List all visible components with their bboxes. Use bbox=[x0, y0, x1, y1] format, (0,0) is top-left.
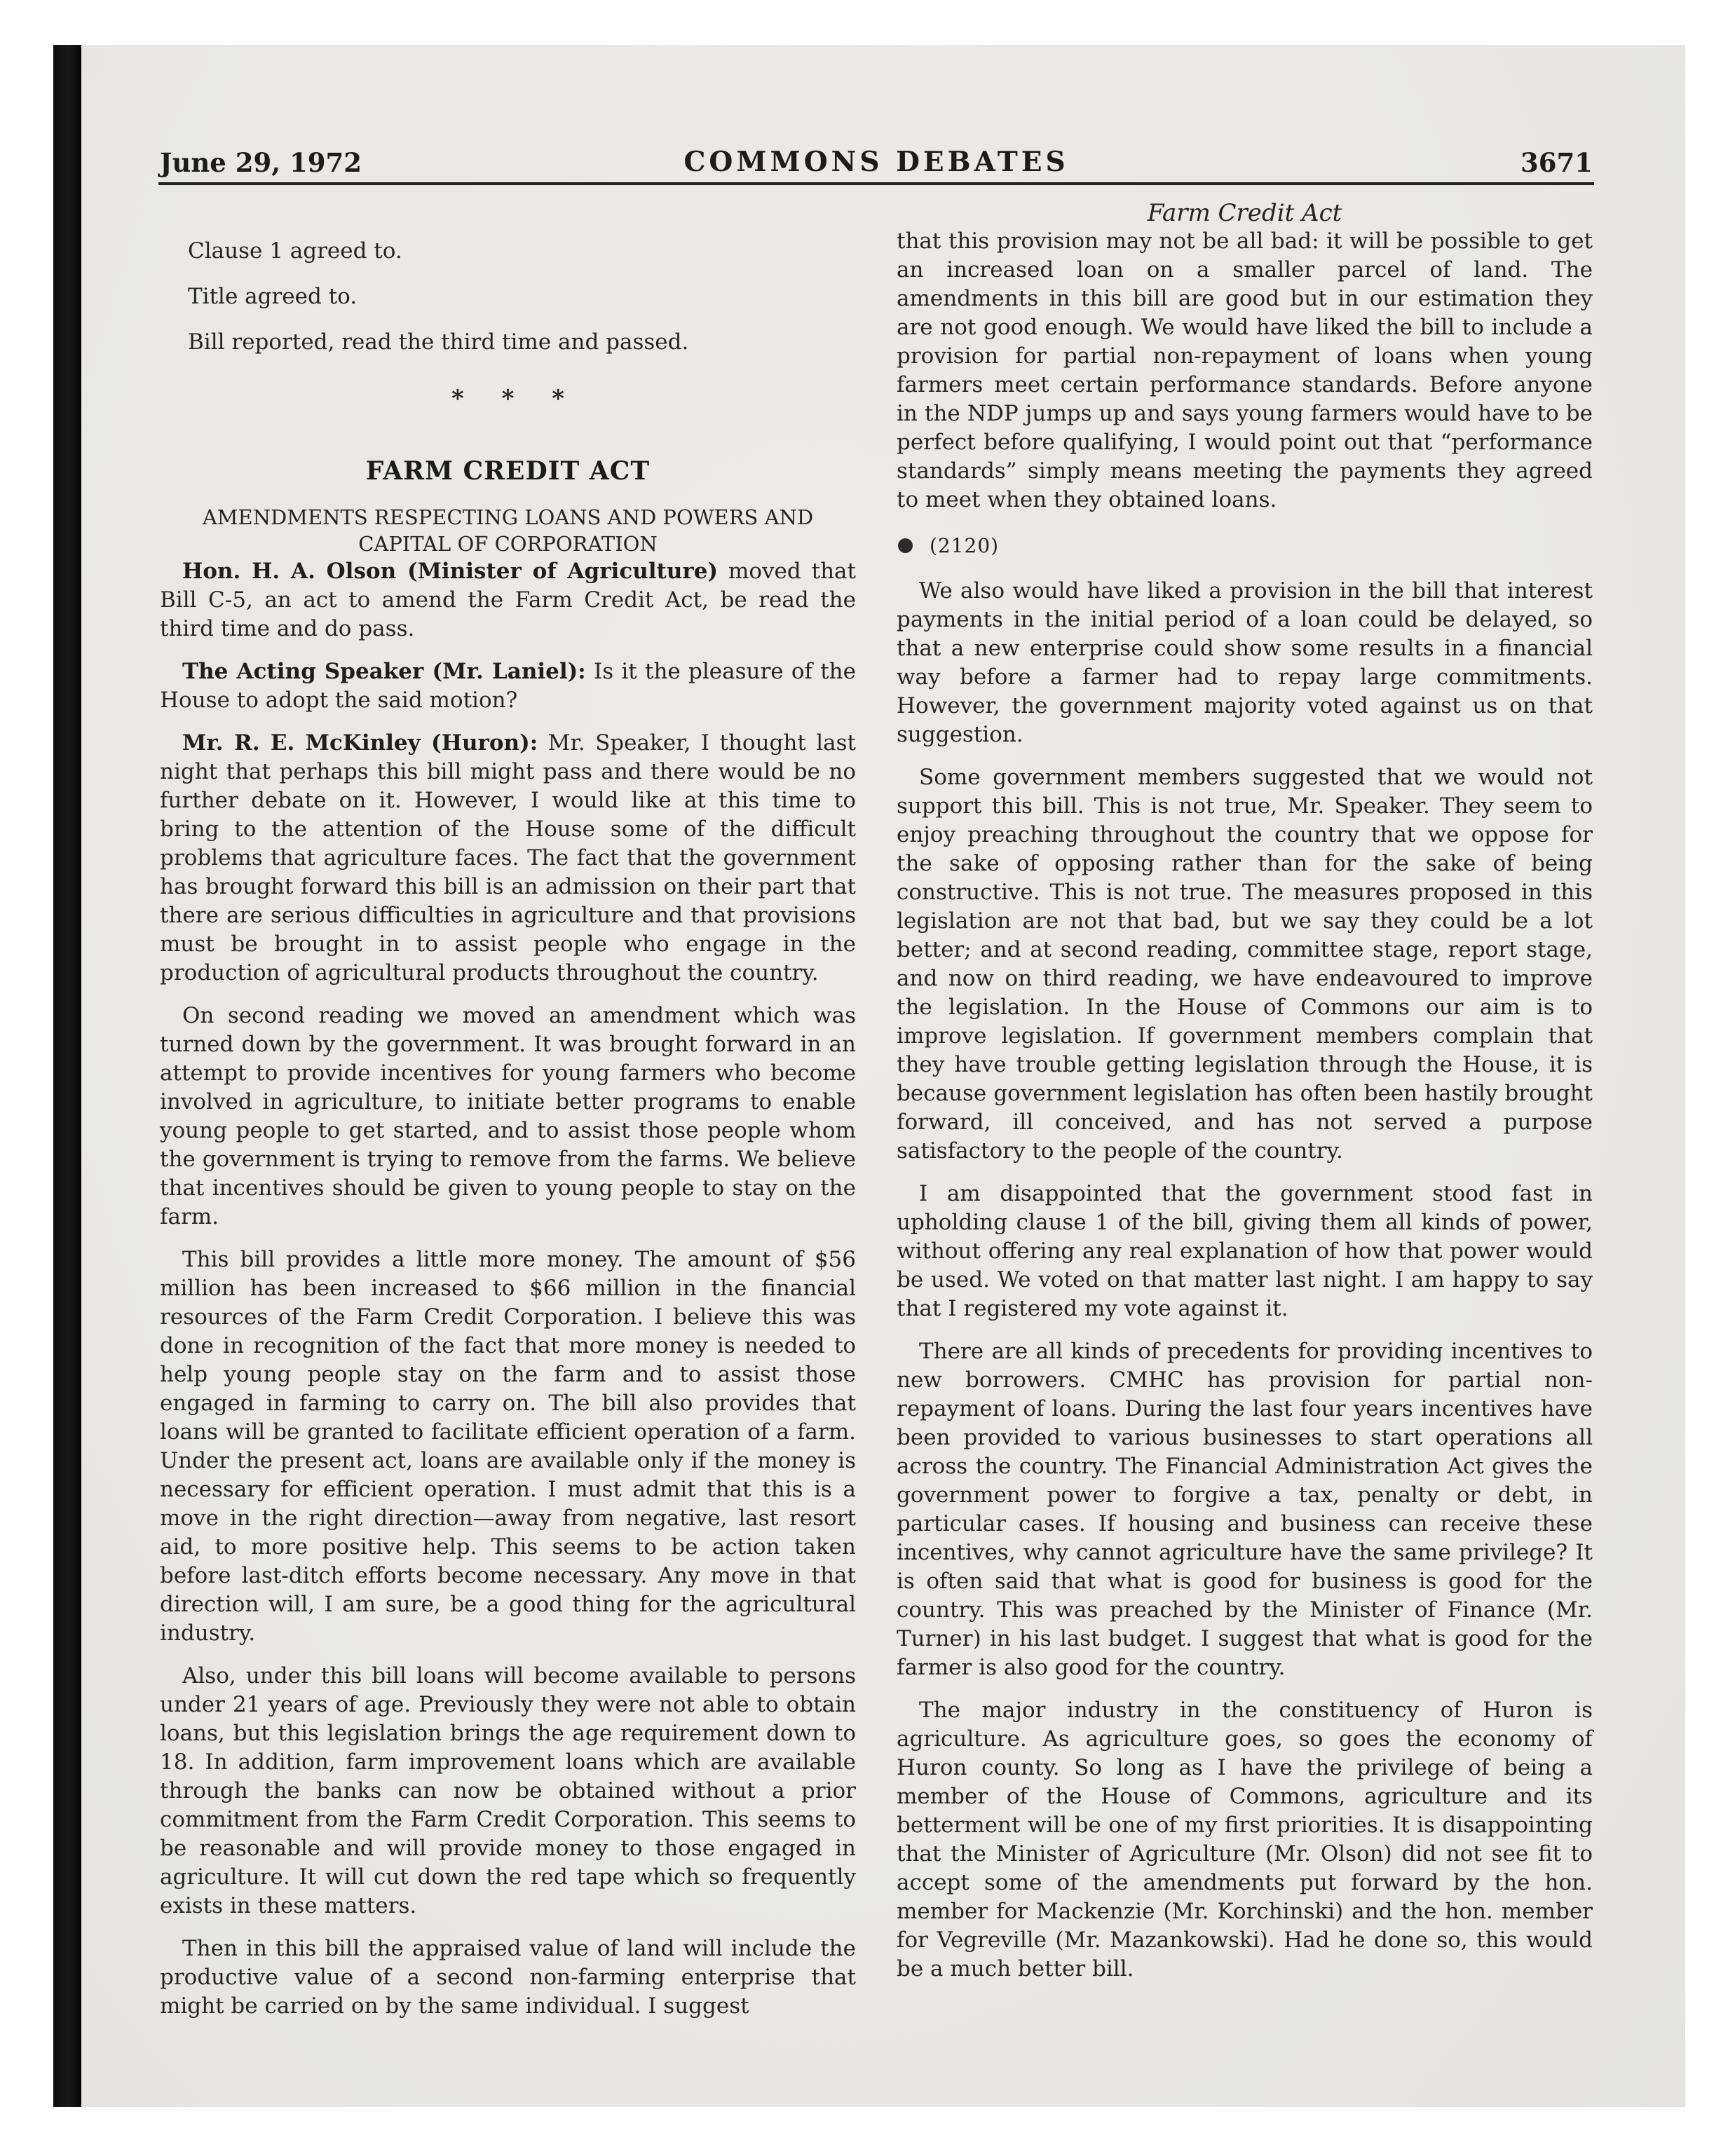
proceeding-line: Title agreed to. bbox=[188, 284, 358, 309]
speech-paragraph bbox=[897, 763, 1593, 1166]
speech-text: The major industry in the constituency of Huron is agriculture. As agriculture goes, so goes the economy of Huron county. So long as I have the privilege of being a member of the House of Commons, agriculture and its betterment will be one of my first priorities. It is disappointing that the Minister of Agriculture (Mr. Olson) did not see fit to accept some of the amendments put forward by the hon. member for Mackenzie (Mr. Korchinski) and the hon. member for Vegreville (Mr. Mazankowski). Had he done so, this would be a much better bill. bbox=[897, 1698, 1593, 1981]
speech-text: This bill provides a little more money. The amount of $56 million has been increased to $66 million in the financial resources of the Farm Credit Corporation. I believe this was done in recognition of the fact that more money is needed to help young people stay on the farm and to assist those engaged in farming to carry on. The bill also provides that loans will be granted to facilitate efficient operation of a farm. Under the present act, loans are available only if the money is necessary for efficient operation. I must admit that this is a move in the right direction—away from negative, last resort aid, to more positive help. This seems to be action taken before last-ditch efforts become necessary. Any move in that direction will, I am sure, be a good thing for the agricultural industry. bbox=[160, 1247, 856, 1646]
speech-text: Mr. Speaker, I thought last night that perhaps this bill might pass and there would be no further debate on it. However, I would like at this time to bring to the attention of the House some of the difficult problems that agriculture faces. The fact that the government has brought forward this bill is an admission on their part that there are serious difficulties in agriculture and that provisions must be brought in to assist people who engage in the production of agricultural products throughout the country. bbox=[160, 730, 856, 985]
speech-paragraph bbox=[160, 1662, 856, 1920]
speech-paragraph bbox=[160, 557, 856, 643]
time-marker-label: (2120) bbox=[930, 534, 1000, 557]
speech-paragraph bbox=[160, 729, 856, 988]
time-bullet-icon bbox=[898, 538, 913, 553]
proceeding-line: Clause 1 agreed to. bbox=[188, 238, 402, 264]
two-column-body bbox=[160, 198, 1593, 2035]
speaker-name: Hon. H. A. Olson (Minister of Agriculture) bbox=[182, 559, 719, 584]
header-page-number: 3671 bbox=[1520, 147, 1593, 178]
speech-paragraph bbox=[897, 577, 1593, 749]
speech-text: On second reading we moved an amendment which was turned down by the government. It was brought forward in an attempt to provide incentives for young farmers who become involved in agriculture, to initiate better programs to enable young people to get started, and to assist those people whom the government is trying to remove from the farms. We believe that incentives should be given to young people to stay on the farm. bbox=[160, 1003, 856, 1229]
header-rule bbox=[158, 182, 1594, 185]
book-spine-strip bbox=[53, 45, 81, 2107]
speech-paragraph bbox=[897, 1696, 1593, 1984]
speech-text: Also, under this bill loans will become available to persons under 21 years of age. Previously they were not able to obtain loans, but this legislation brings the age requirement down to 18. In addition, farm improvement loans which are available through the banks can now be obtained without a prior commitment from the Farm Credit Corporation. This seems to be reasonable and will provide money to those engaged in agriculture. It will cut down the red tape which so frequently exists in these matters. bbox=[160, 1663, 856, 1918]
speech-text: There are all kinds of precedents for providing incentives to new borrowers. CMHC has provision for partial non-repayment of loans. During the last four years incentives have been provided to various businesses to start operations all across the country. The Financial Administration Act gives the government power to forgive a tax, penalty or debt, in particular cases. If housing and business can receive these incentives, why cannot agriculture have the same privilege? It is often said that what is good for business is good for the country. This was preached by the Minister of Finance (Mr. Turner) in his last budget. I suggest that what is good for the farmer is also good for the country. bbox=[897, 1339, 1593, 1680]
speech-text: moved that Bill C-5, an act to amend the Farm Credit Act, be read the third time and do pass. bbox=[160, 559, 856, 641]
speech-text: that this provision may not be all bad: it will be possible to get an increased loan on a smaller parcel of land. The amendments in this bill are good but in our estimation they are not good enough. We would have liked the bill to include a provision for partial non-repayment of loans when young farmers meet certain performance standards. Before anyone in the NDP jumps up and says young farmers would have to be perfect before qualifying, I would point out that “performance standards” simply means meeting the payments they agreed to meet when they obtained loans. bbox=[897, 228, 1593, 512]
speech-paragraph bbox=[897, 1180, 1593, 1323]
speech-paragraph bbox=[160, 1002, 856, 1231]
speech-paragraph bbox=[160, 1935, 856, 2021]
speech-paragraph bbox=[160, 1246, 856, 1648]
section-title: FARM CREDIT ACT bbox=[365, 456, 651, 486]
speech-text: We also would have liked a provision in the bill that interest payments in the initial period of a loan could be delayed, so that a new enterprise could show some results in a financial way before a farmer had to repay large commitments. However, the government majority voted against us on that suggestion. bbox=[897, 578, 1593, 747]
page-header bbox=[160, 142, 1593, 178]
time-marker bbox=[898, 534, 1593, 557]
section-separator-stars: * * * bbox=[451, 385, 564, 413]
section-subtitle: AMENDMENTS RESPECTING LOANS AND POWERS AND CAPITAL OF CORPORATION bbox=[202, 505, 814, 556]
speaker-name: The Acting Speaker (Mr. Laniel): bbox=[182, 659, 586, 684]
speech-paragraph bbox=[897, 1337, 1593, 1682]
header-title: COMMONS DEBATES bbox=[683, 146, 1069, 178]
speech-text: Some government members suggested that we would not support this bill. This is not true, Mr. Speaker. They seem to enjoy preaching throughout the country that we oppose for the sake of opposing rather than for the sake of being constructive. This is not true. The measures proposed in this legislation are not that bad, but we say they could be a lot better; and at second reading, committee stage, report stage, and now on third reading, we have endeavoured to improve the legislation. In the House of Commons our aim is to improve legislation. If government members complain that they have trouble getting legislation through the House, it is because government legislation has often been hastily brought forward, ill conceived, and has not served a purpose satisfactory to the people of the country. bbox=[897, 765, 1593, 1164]
speaker-name: Mr. R. E. McKinley (Huron): bbox=[182, 730, 538, 756]
speech-text: Then in this bill the appraised value of land will include the productive value of a second non-farming enterprise that might be carried on by the same individual. I suggest bbox=[160, 1936, 856, 2019]
speech-paragraph bbox=[897, 227, 1593, 514]
header-date: June 29, 1972 bbox=[160, 147, 362, 178]
proceeding-line: Bill reported, read the third time and passed. bbox=[188, 329, 689, 355]
speech-text: Is it the pleasure of the House to adopt the said motion? bbox=[160, 659, 856, 713]
speech-text: I am disappointed that the government stood fast in upholding clause 1 of the bill, giving them all kinds of power, without offering any real explanation of how that power would be used. We voted on that matter last night. I am happy to say that I registered my vote against it. bbox=[897, 1181, 1593, 1321]
left-column bbox=[160, 198, 856, 2035]
running-head-act-title: Farm Credit Act bbox=[1147, 199, 1342, 227]
hansard-page bbox=[81, 45, 1685, 2107]
speech-paragraph bbox=[160, 657, 856, 715]
right-column bbox=[897, 198, 1593, 2035]
